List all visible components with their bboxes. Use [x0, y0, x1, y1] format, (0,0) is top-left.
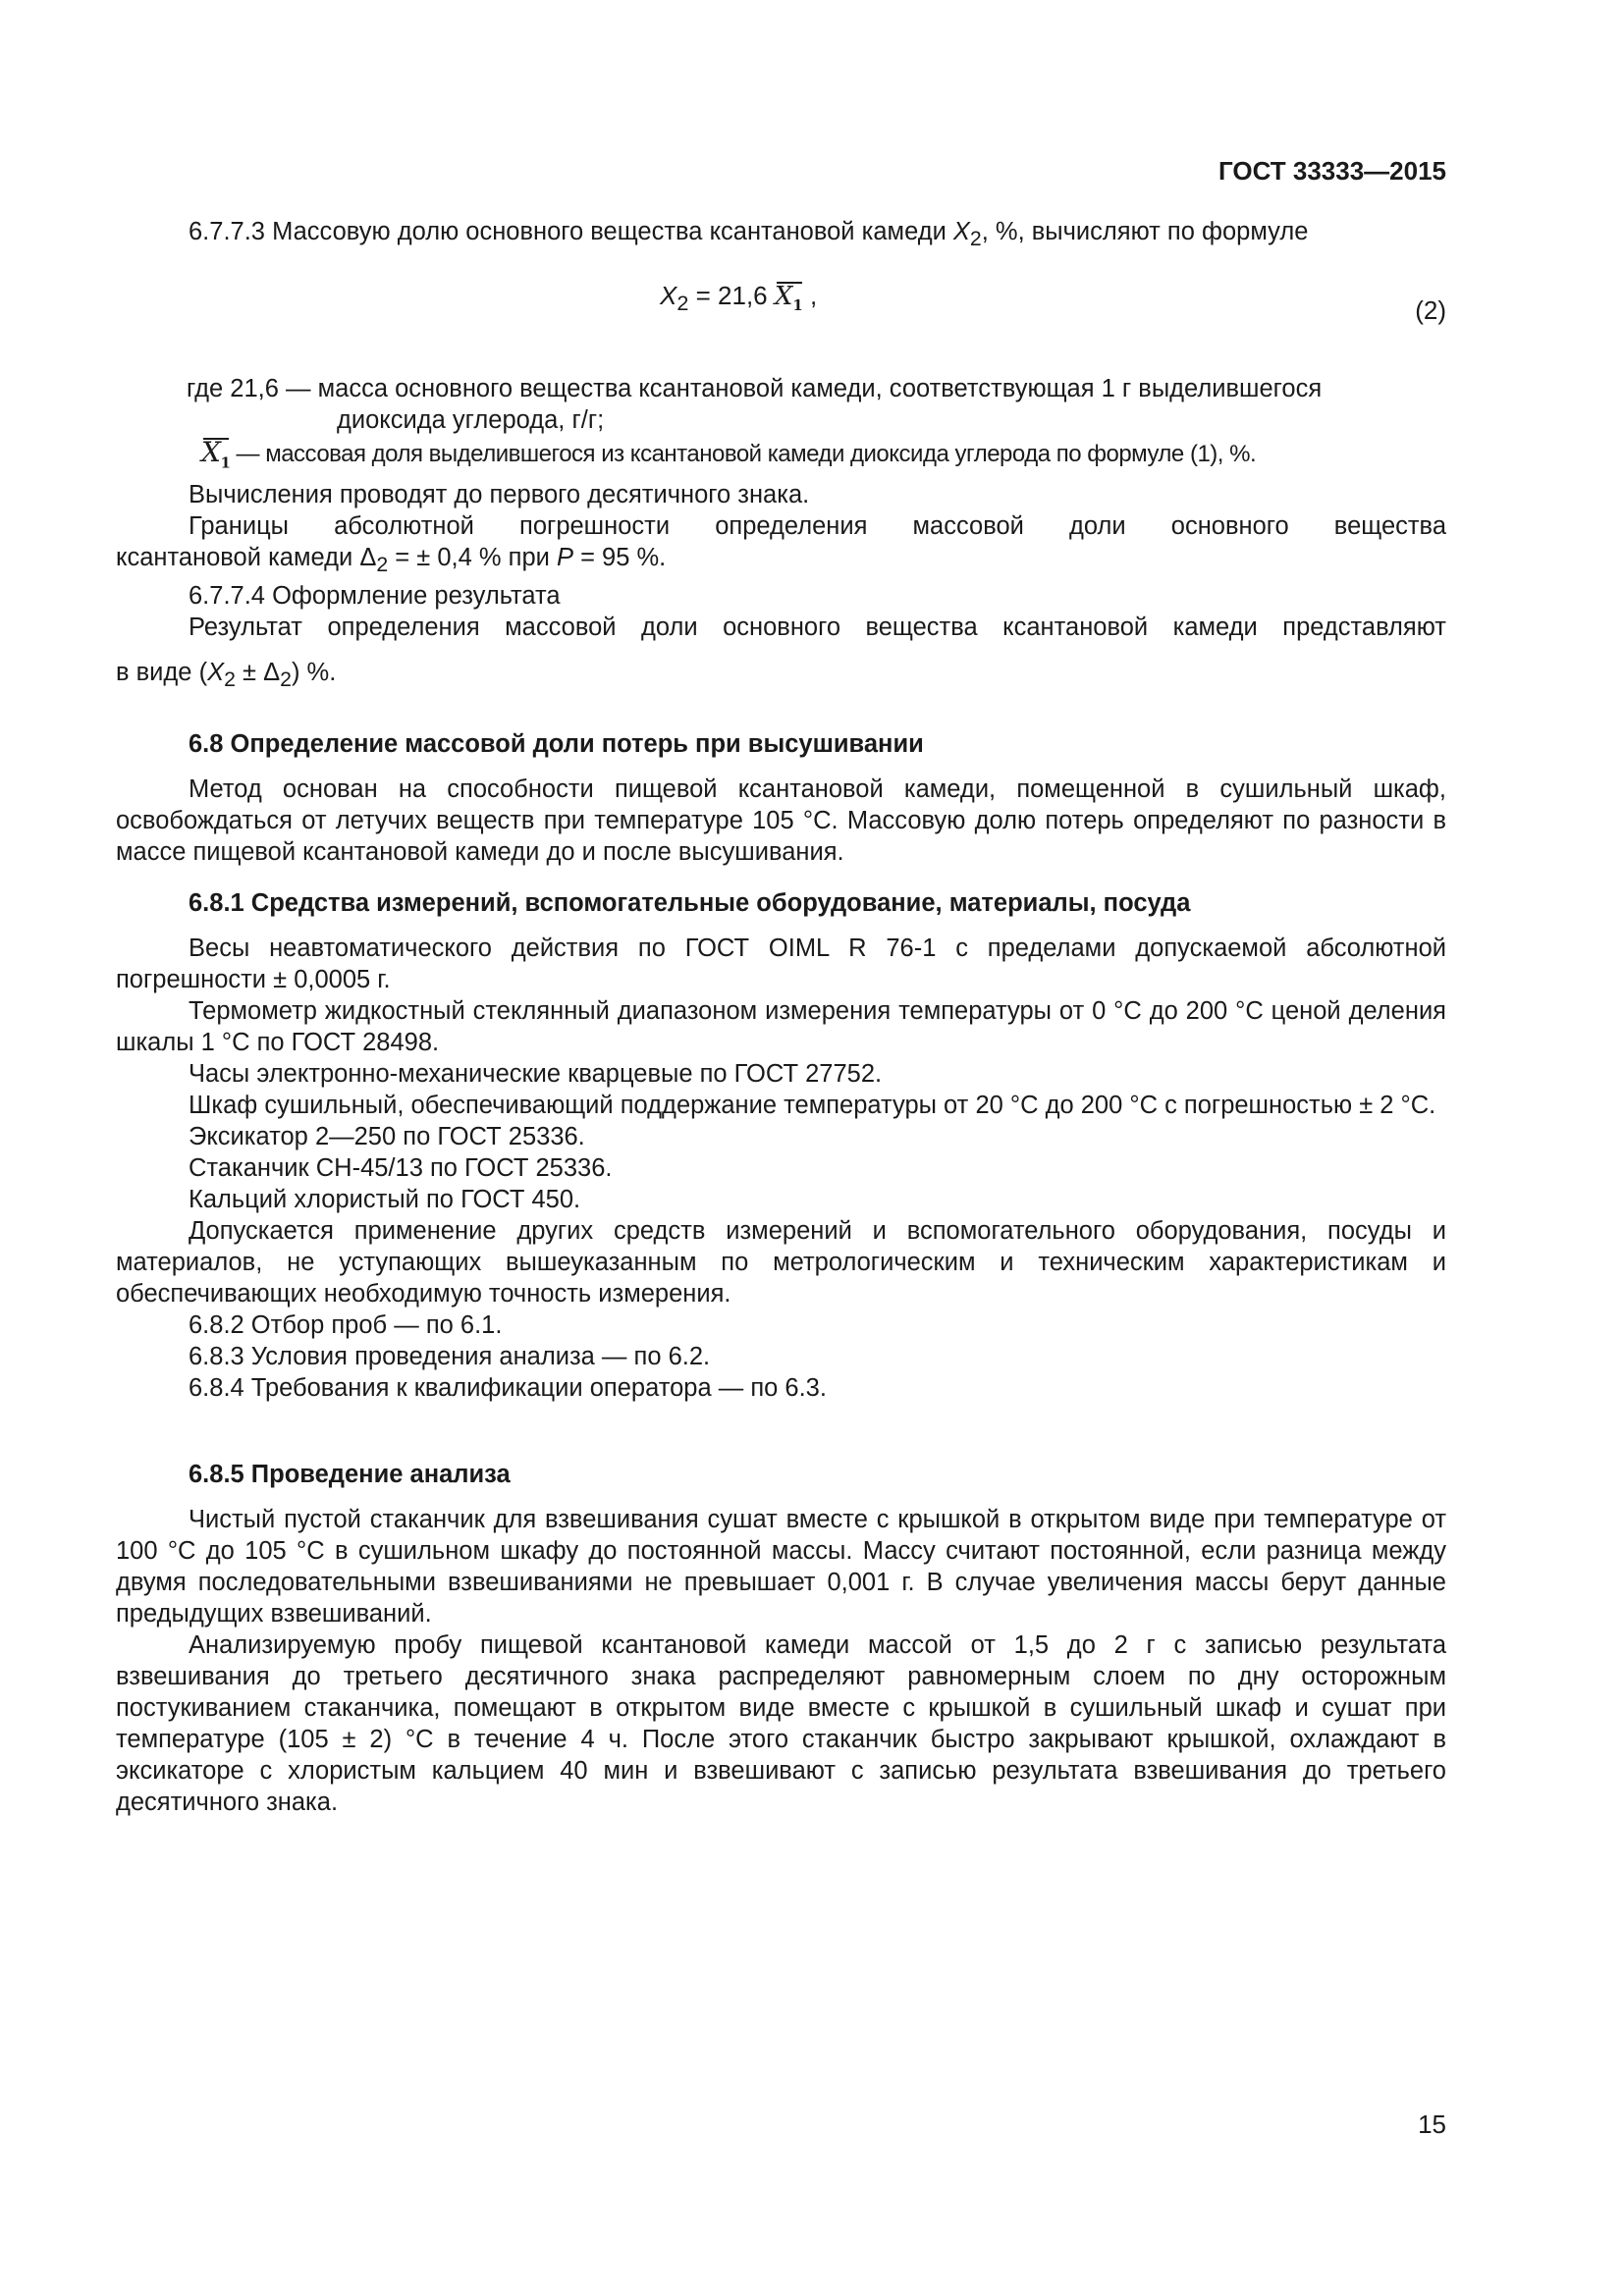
section-6-7-7-3-intro — [116, 216, 1446, 254]
limits-b2: = ± 0,4 % при — [388, 544, 557, 571]
where-xbar-letter: X — [201, 436, 221, 468]
list-item: 6.8.2 Отбор проб — по 6.1. — [189, 1311, 503, 1339]
section-6-7-7-4-title: 6.7.7.4 Оформление результата — [189, 582, 561, 611]
page-number: 15 — [1418, 2109, 1446, 2139]
formula-number: (2) — [1415, 295, 1446, 325]
list-item: Эксикатор 2—250 по ГОСТ 25336. — [189, 1123, 585, 1150]
result-line-b — [116, 657, 1446, 695]
list-item: Допускается применение других средств измерений и вспомогательного оборудования, посуды и материалов, не уступающих вышеуказанным по метрологическим и техническим характеристикам и обеспечивающих необходимую точность измерения. — [116, 1217, 1446, 1308]
limits-p: P — [556, 544, 573, 571]
where-line-1b: диоксида углерода, г/г; — [337, 406, 605, 434]
result-sub: 2 — [224, 667, 236, 692]
formula-lhs-sub: 2 — [676, 291, 689, 316]
section-6-8-1-heading: 6.8.1 Средства измерений, вспомогательные оборудование, материалы, посуда — [189, 889, 1191, 917]
list-item: 6.8.4 Требования к квалификации оператора — по 6.3. — [189, 1374, 827, 1402]
document-header: ГОСТ 33333—2015 — [1218, 156, 1446, 186]
result-var: X — [207, 659, 225, 687]
list-item: Часы электронно-механические кварцевые по ГОСТ 27752. — [189, 1060, 883, 1088]
result-b3: ) %. — [291, 659, 337, 687]
intro-var: X — [952, 218, 970, 245]
section-6-8-5-heading: 6.8.5 Проведение анализа — [189, 1461, 511, 1488]
section-6-8-1 — [116, 887, 1446, 1404]
section-6-8-heading: 6.8 Определение массовой доли потерь при высушивании — [189, 730, 924, 758]
section-6-8-text: Метод основан на способности пищевой ксантановой камеди, помещенной в сушильный шкаф, освобождаться от летучих веществ при температуре 105 °С. Массовую долю потерь определяют по разности в массе пищевой ксантановой камеди до и после высушивания. — [116, 775, 1446, 866]
limits-line-a: Границы абсолютной погрешности определения массовой доли основного вещества — [189, 512, 1446, 540]
calc-note: Вычисления проводят до первого десятичного знака. — [189, 481, 810, 508]
list-item: Весы неавтоматического действия по ГОСТ OIML R 76-1 с пределами допускаемой абсолютной погрешности ± 0,0005 г. — [116, 934, 1446, 993]
intro-text-a: 6.7.7.3 Массовую долю основного вещества ксантановой камеди — [189, 218, 953, 245]
where-2-text: — массовая доля выделившегося из ксантановой камеди диоксида углерода по формуле (1), %. — [230, 441, 1257, 467]
formula-where — [187, 373, 1446, 436]
limits-b3: = 95 %. — [572, 544, 667, 571]
section-6-8-1-list — [116, 933, 1446, 1404]
result-b2: ± Δ — [235, 659, 281, 687]
result-sub2: 2 — [280, 667, 292, 692]
formula-xbar-sub: 1 — [792, 296, 803, 315]
limits-line-b — [116, 542, 1446, 580]
formula-tail: , — [802, 281, 818, 310]
list-item: Термометр жидкостный стеклянный диапазоном измерения температуры от 0 °С до 200 °С ценой деления шкалы 1 °С по ГОСТ 28498. — [116, 997, 1446, 1056]
formula-2 — [660, 280, 817, 321]
section-6-7-7-3-notes — [116, 479, 1446, 695]
intro-sub: 2 — [969, 227, 982, 251]
list-item: 6.8.3 Условия проведения анализа — по 6.2. — [189, 1343, 711, 1370]
where-xbar-sub: 1 — [220, 454, 231, 472]
limits-delta-sub: 2 — [376, 553, 389, 577]
result-b1: в виде ( — [116, 659, 208, 687]
formula-lhs-var: X — [660, 281, 677, 310]
list-item: Шкаф сушильный, обеспечивающий поддержание температуры от 20 °С до 200 °С с погрешностью ± 2 °С. — [189, 1092, 1436, 1119]
limits-b1: ксантановой камеди — [116, 544, 360, 571]
formula-rhs: = 21,6 — [688, 281, 775, 310]
list-item: Кальций хлористый по ГОСТ 450. — [189, 1186, 581, 1213]
section-6-8 — [116, 728, 1446, 868]
where-line-2 — [201, 437, 1256, 479]
section-6-8-5 — [116, 1459, 1446, 1818]
formula-xbar — [775, 281, 803, 321]
where-line-1a: где 21,6 — масса основного вещества ксантановой камеди, соответствующая 1 г выделившегося — [187, 375, 1323, 402]
section-6-8-5-para: Анализируемую пробу пищевой ксантановой камеди массой от 1,5 до 2 г с записью результата взвешивания до третьего десятичного знака распределяют равномерным слоем по дну осторожным постукиванием стаканчика, помещают в открытом виде вместе с крышкой в сушильный шкаф и сушат при температуре (105 ± 2) °С в течение 4 ч. После этого стаканчик быстро закрывают крышкой, охлаждают в эксикаторе с хлористым кальцием 40 мин и взвешивают с записью результата взвешивания до третьего десятичного знака. — [116, 1631, 1446, 1816]
limits-delta: Δ — [359, 544, 377, 571]
section-6-8-5-para: Чистый пустой стаканчик для взвешивания сушат вместе с крышкой в открытом виде при температуре от 100 °С до 105 °С в сушильном шкафу до постоянной массы. Массу считают постоянной, если разница между двумя последовательными взвешиваниями не превышает 0,001 г. В случае увеличения массы берут данные предыдущих взвешиваний. — [116, 1506, 1446, 1628]
list-item: Стаканчик СН-45/13 по ГОСТ 25336. — [189, 1154, 613, 1182]
intro-text-b: , %, вычисляют по формуле — [981, 218, 1309, 245]
result-line-a: Результат определения массовой доли основного вещества ксантановой камеди представляют — [189, 614, 1446, 642]
formula-xbar-letter: X — [774, 282, 793, 311]
where-xbar — [201, 437, 230, 479]
